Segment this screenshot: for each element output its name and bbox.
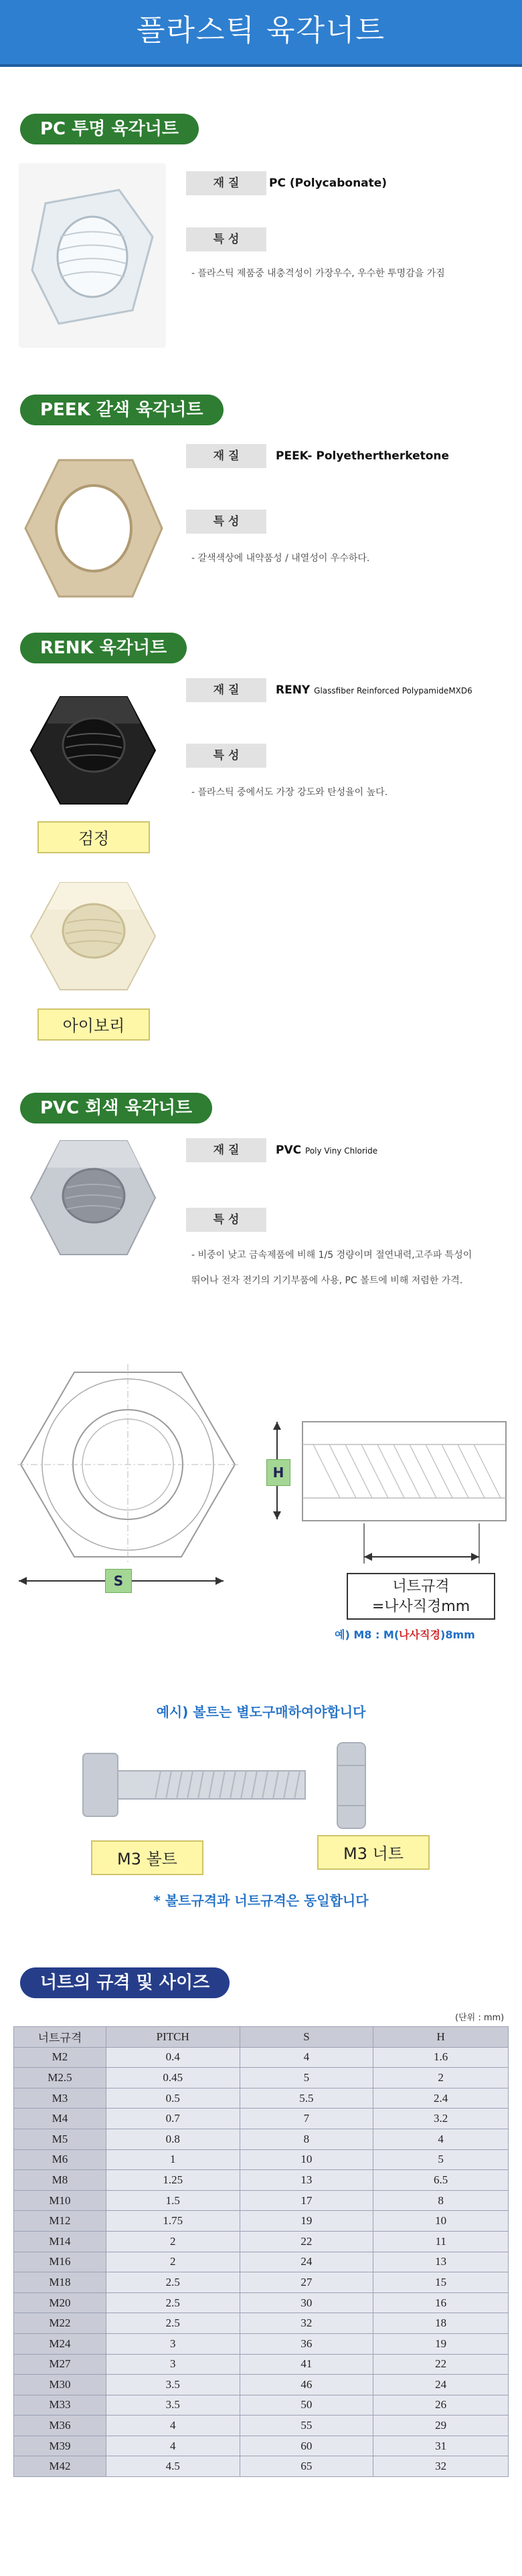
hex-nut-side-view	[300, 1418, 509, 1525]
cell-pitch: 0.5	[106, 2088, 240, 2109]
nut-side-image	[335, 1739, 368, 1832]
section-title-renk: RENK 육각너트	[20, 633, 187, 663]
peek-material-label: 재 질	[186, 444, 266, 468]
table-row	[14, 2068, 509, 2088]
nut-side-view-diagram	[300, 1418, 509, 1525]
cell-spec: M42	[14, 2456, 106, 2477]
cell-pitch: 3.5	[106, 2375, 240, 2395]
cell-spec: M8	[14, 2170, 106, 2191]
cell-pitch: 3	[106, 2333, 240, 2354]
bolt-image	[80, 1748, 308, 1822]
cell-h: 8	[373, 2190, 509, 2211]
size-table	[13, 2026, 509, 2477]
table-row	[14, 2190, 509, 2211]
m3-nut-icon	[335, 1739, 368, 1832]
hex-nut-top-view	[17, 1364, 238, 1565]
table-row	[14, 2088, 509, 2109]
section-title-pvc: PVC 회색 육각너트	[20, 1093, 212, 1123]
m3-bolt-icon	[80, 1748, 308, 1822]
pvc-material-main: PVC	[276, 1144, 302, 1157]
s-dimension-label: S	[105, 1569, 132, 1593]
cell-h: 5	[373, 2149, 509, 2170]
pc-nut-photo	[19, 163, 166, 348]
pc-material-value: PC (Polycabonate)	[269, 177, 387, 190]
cell-s: 32	[240, 2313, 373, 2334]
cell-s: 27	[240, 2272, 373, 2293]
m8-example	[335, 1626, 475, 1642]
cell-s: 4	[240, 2047, 373, 2068]
cell-spec: M10	[14, 2190, 106, 2211]
cell-pitch: 4	[106, 2436, 240, 2456]
renk-material-sub: Glassfiber Reinforced PolypamideMXD6	[314, 686, 472, 695]
cell-s: 13	[240, 2170, 373, 2191]
section-title-pc: PC 투명 육각너트	[20, 114, 199, 144]
table-row	[14, 2047, 509, 2068]
peek-nut-photo	[19, 436, 166, 621]
table-row	[14, 2436, 509, 2456]
nut-top-view-diagram	[17, 1364, 238, 1565]
pvc-feature-label: 특 성	[186, 1208, 266, 1232]
m8-example-prefix: 예) M8 : M(	[335, 1628, 400, 1641]
pvc-feature-text-2: 뛰어나 전자 전기의 기기부품에 사용, PC 볼트에 비해 저렴한 가격.	[191, 1275, 463, 1286]
renk-feature-text: - 플라스틱 중에서도 가장 강도와 탄성율이 높다.	[191, 787, 388, 798]
table-row	[14, 2149, 509, 2170]
cell-h: 18	[373, 2313, 509, 2334]
peek-material-value: PEEK- Polyethertherketone	[276, 449, 450, 463]
cell-h: 31	[373, 2436, 509, 2456]
cell-h: 6.5	[373, 2170, 509, 2191]
bolt-separate-note: 예시) 볼트는 별도구매하여야합니다	[156, 1704, 366, 1720]
cell-h: 29	[373, 2416, 509, 2436]
cell-pitch: 2	[106, 2252, 240, 2272]
nut-spec-line-2: =나사직경mm	[371, 1598, 470, 1615]
cell-spec: M2.5	[14, 2068, 106, 2088]
cell-s: 10	[240, 2149, 373, 2170]
cell-h: 16	[373, 2292, 509, 2313]
table-row	[14, 2456, 509, 2477]
cell-spec: M20	[14, 2292, 106, 2313]
cell-h: 3.2	[373, 2109, 509, 2129]
table-row	[14, 2211, 509, 2232]
cell-pitch: 3.5	[106, 2395, 240, 2416]
pc-nut-image	[19, 163, 166, 348]
cell-h: 24	[373, 2375, 509, 2395]
cell-h: 2.4	[373, 2088, 509, 2109]
pc-feature-text: - 플라스틱 제품중 내충격성이 가장우수, 우수한 투명감을 가짐	[191, 268, 445, 279]
cell-spec: M6	[14, 2149, 106, 2170]
h-dimension-label: H	[266, 1459, 290, 1486]
cell-pitch: 0.8	[106, 2129, 240, 2149]
nut-spec-line-1: 너트규격	[392, 1578, 450, 1595]
cell-h: 19	[373, 2333, 509, 2354]
renk-material-value	[276, 683, 472, 697]
nut-spec-box	[347, 1573, 495, 1620]
cell-pitch: 2	[106, 2231, 240, 2252]
cell-pitch: 1	[106, 2149, 240, 2170]
bolt-nut-spec-tip: * 볼트규격과 너트규격은 동일합니다	[153, 1893, 369, 1909]
cell-h: 4	[373, 2129, 509, 2149]
pc-material-label: 재 질	[186, 171, 266, 195]
pvc-material-value	[276, 1144, 377, 1157]
cell-spec: M22	[14, 2313, 106, 2334]
cell-h: 32	[373, 2456, 509, 2477]
pvc-material-label: 재 질	[186, 1138, 266, 1162]
cell-pitch: 3	[106, 2354, 240, 2375]
table-row	[14, 2272, 509, 2293]
cell-s: 22	[240, 2231, 373, 2252]
cell-spec: M24	[14, 2333, 106, 2354]
cell-h: 13	[373, 2252, 509, 2272]
table-row	[14, 2375, 509, 2395]
table-row	[14, 2252, 509, 2272]
nut-label: M3 너트	[317, 1835, 430, 1870]
cell-h: 26	[373, 2395, 509, 2416]
table-row	[14, 2231, 509, 2252]
table-row	[14, 2416, 509, 2436]
cell-pitch: 0.7	[106, 2109, 240, 2129]
renk-feature-label: 특 성	[186, 744, 266, 768]
cell-pitch: 1.5	[106, 2190, 240, 2211]
bolt-label: M3 볼트	[91, 1840, 203, 1875]
m8-example-suffix: )8mm	[440, 1628, 475, 1641]
cell-s: 55	[240, 2416, 373, 2436]
cell-spec: M39	[14, 2436, 106, 2456]
header-s: S	[240, 2027, 373, 2048]
section-title-peek: PEEK 갈색 육각너트	[20, 395, 224, 425]
table-row	[14, 2313, 509, 2334]
cell-s: 5.5	[240, 2088, 373, 2109]
size-table-wrapper	[13, 2026, 509, 2477]
cell-spec: M2	[14, 2047, 106, 2068]
cell-spec: M14	[14, 2231, 106, 2252]
peek-feature-text: - 갈색색상에 내약품성 / 내열성이 우수하다.	[191, 553, 370, 564]
cell-pitch: 2.5	[106, 2292, 240, 2313]
cell-pitch: 2.5	[106, 2313, 240, 2334]
cell-spec: M16	[14, 2252, 106, 2272]
size-table-title: 너트의 규격 및 사이즈	[20, 1967, 230, 1998]
table-row	[14, 2170, 509, 2191]
cell-pitch: 2.5	[106, 2272, 240, 2293]
pc-feature-label: 특 성	[186, 227, 266, 251]
pvc-nut-photo	[27, 1134, 158, 1268]
color-label-ivory: 아이보리	[37, 1008, 150, 1041]
cell-spec: M12	[14, 2211, 106, 2232]
cell-s: 46	[240, 2375, 373, 2395]
cell-h: 2	[373, 2068, 509, 2088]
cell-pitch: 4	[106, 2416, 240, 2436]
pvc-feature-text-1: - 비중이 낮고 금속제품에 비해 1/5 경량이며 절연내력,고주파 특성이	[191, 1250, 472, 1261]
header-banner	[0, 0, 522, 67]
black-nut-image	[27, 683, 158, 817]
cell-h: 15	[373, 2272, 509, 2293]
table-header-row	[14, 2027, 509, 2048]
cell-s: 30	[240, 2292, 373, 2313]
cell-s: 60	[240, 2436, 373, 2456]
table-body	[14, 2047, 509, 2476]
pvc-material-sub: Poly Viny Chloride	[305, 1146, 378, 1156]
table-row	[14, 2129, 509, 2149]
cell-h: 22	[373, 2354, 509, 2375]
cell-spec: M27	[14, 2354, 106, 2375]
cell-s: 5	[240, 2068, 373, 2088]
cell-pitch: 0.4	[106, 2047, 240, 2068]
cell-s: 41	[240, 2354, 373, 2375]
table-row	[14, 2395, 509, 2416]
cell-pitch: 1.75	[106, 2211, 240, 2232]
color-label-black: 검정	[37, 821, 150, 853]
page-title: 플라스틱 육각너트	[136, 13, 386, 47]
renk-material-main: RENY	[276, 683, 311, 697]
header-pitch: PITCH	[106, 2027, 240, 2048]
cell-h: 1.6	[373, 2047, 509, 2068]
table-row	[14, 2354, 509, 2375]
cell-spec: M30	[14, 2375, 106, 2395]
unit-label: (단위 : mm)	[455, 2013, 505, 2023]
m8-example-red: 나사직경	[399, 1628, 440, 1641]
cell-pitch: 4.5	[106, 2456, 240, 2477]
cell-spec: M3	[14, 2088, 106, 2109]
table-row	[14, 2109, 509, 2129]
cell-spec: M4	[14, 2109, 106, 2129]
cell-spec: M5	[14, 2129, 106, 2149]
cell-pitch: 0.45	[106, 2068, 240, 2088]
cell-s: 8	[240, 2129, 373, 2149]
cell-spec: M18	[14, 2272, 106, 2293]
cell-h: 10	[373, 2211, 509, 2232]
peek-feature-label: 특 성	[186, 510, 266, 534]
peek-nut-image	[19, 436, 166, 621]
cell-s: 24	[240, 2252, 373, 2272]
cell-s: 17	[240, 2190, 373, 2211]
table-row	[14, 2333, 509, 2354]
cell-h: 11	[373, 2231, 509, 2252]
renk-material-label: 재 질	[186, 678, 266, 702]
header-spec: 너트규격	[14, 2027, 106, 2048]
cell-s: 7	[240, 2109, 373, 2129]
gray-nut-image	[27, 1134, 158, 1268]
table-row	[14, 2292, 509, 2313]
renk-black-nut-photo	[27, 683, 158, 817]
cell-spec: M36	[14, 2416, 106, 2436]
cell-s: 50	[240, 2395, 373, 2416]
cell-pitch: 1.25	[106, 2170, 240, 2191]
thread-dimension-line	[361, 1523, 482, 1570]
thread-arrow	[361, 1523, 482, 1570]
renk-ivory-nut-photo	[27, 869, 158, 1003]
cell-s: 36	[240, 2333, 373, 2354]
header-h: H	[373, 2027, 509, 2048]
cell-s: 19	[240, 2211, 373, 2232]
ivory-nut-image	[27, 869, 158, 1003]
cell-s: 65	[240, 2456, 373, 2477]
cell-spec: M33	[14, 2395, 106, 2416]
